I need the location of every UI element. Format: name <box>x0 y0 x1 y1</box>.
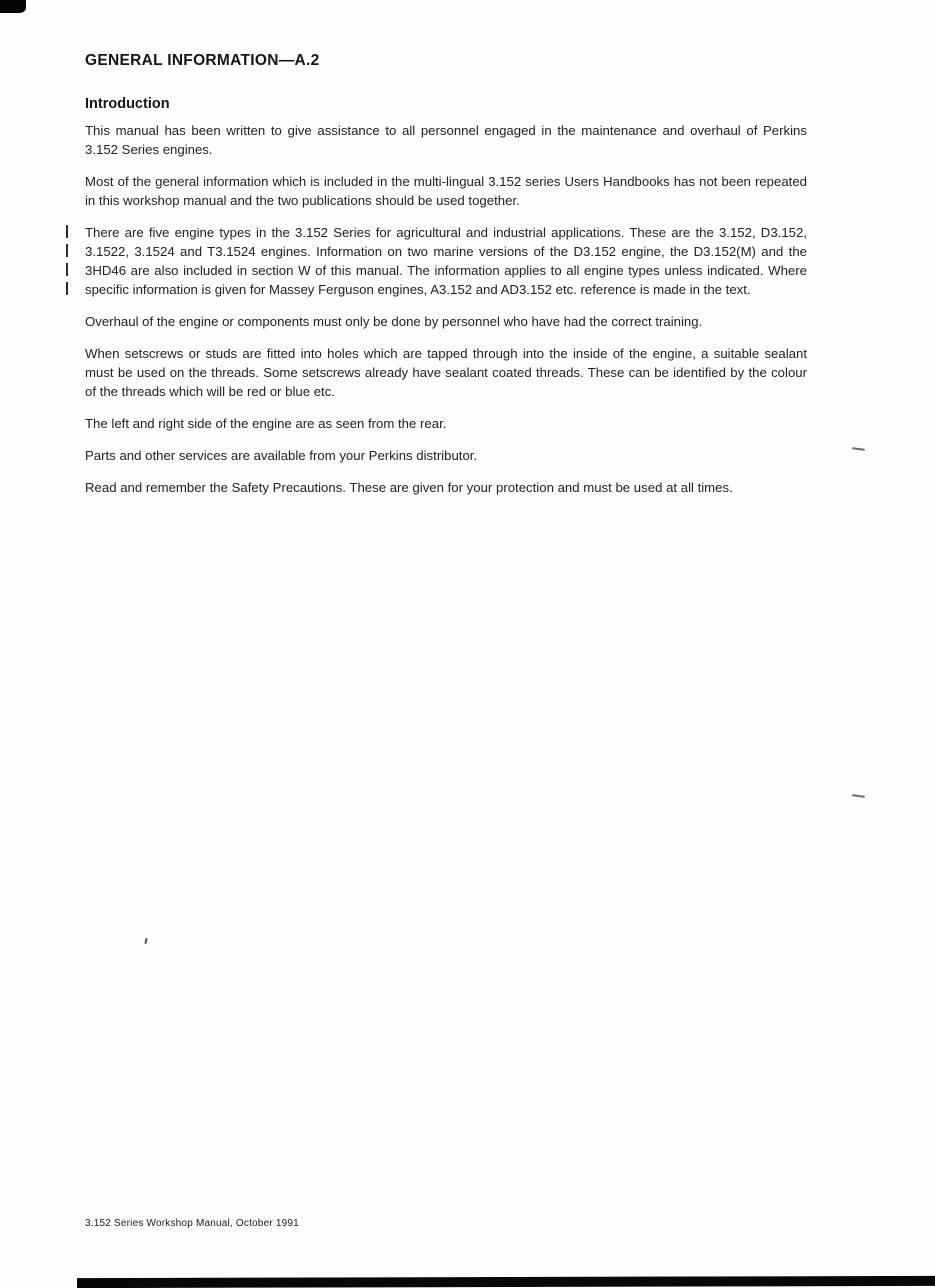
paragraph-left-right-side: The left and right side of the engine are as seen from the rear. <box>85 416 447 431</box>
paragraph-parts-services: Parts and other services are available from your Perkins distributor. <box>85 448 478 463</box>
paragraph-safety-precautions: Read and remember the Safety Precautions. These are given for your protection and must be used at all times. <box>85 480 733 495</box>
scan-bottom-bar <box>77 1276 935 1288</box>
page-content <box>85 52 807 510</box>
paragraph-overhaul-training: Overhaul of the engine or components must only be done by personnel who have had the correct training. <box>85 314 703 329</box>
page-title: GENERAL INFORMATION—A.2 <box>85 52 320 69</box>
paragraph-setscrews-sealant: When setscrews or studs are fitted into holes which are tapped through into the inside of the engine, a suitable sealant must be used on the threads. Some setscrews already have sealant coated threads. These can be identified by the colour of the threads which will be red or blue etc. <box>85 346 807 399</box>
paragraph-users-handbooks: Most of the general information which is included in the multi-lingual 3.152 series Users Handbooks has not been repeated in this workshop manual and the two publications should be used together. <box>85 174 807 208</box>
scan-artifact <box>852 794 865 798</box>
scan-corner-mark <box>0 0 26 13</box>
scan-artifact <box>852 447 865 451</box>
paragraph-manual-purpose: This manual has been written to give assistance to all personnel engaged in the maintenance and overhaul of Perkins 3.152 Series engines. <box>85 123 807 157</box>
page-footer: 3.152 Series Workshop Manual, October 1991 <box>85 1218 299 1229</box>
scan-artifact <box>144 938 147 944</box>
section-heading-introduction: Introduction <box>85 96 170 112</box>
paragraph-engine-types: There are five engine types in the 3.152 Series for agricultural and industrial applications. These are the 3.152, D3.152, 3.1522, 3.1524 and T3.1524 engines. Information on two marine versions of the D3.152 engine, the D3.152(M) and the 3HD46 are also included in section W of this manual. The information applies to all engine types unless indicated. Where specific information is given for Massey Ferguson engines, A3.152 and AD3.152 etc. reference is made in the text. <box>85 225 807 297</box>
